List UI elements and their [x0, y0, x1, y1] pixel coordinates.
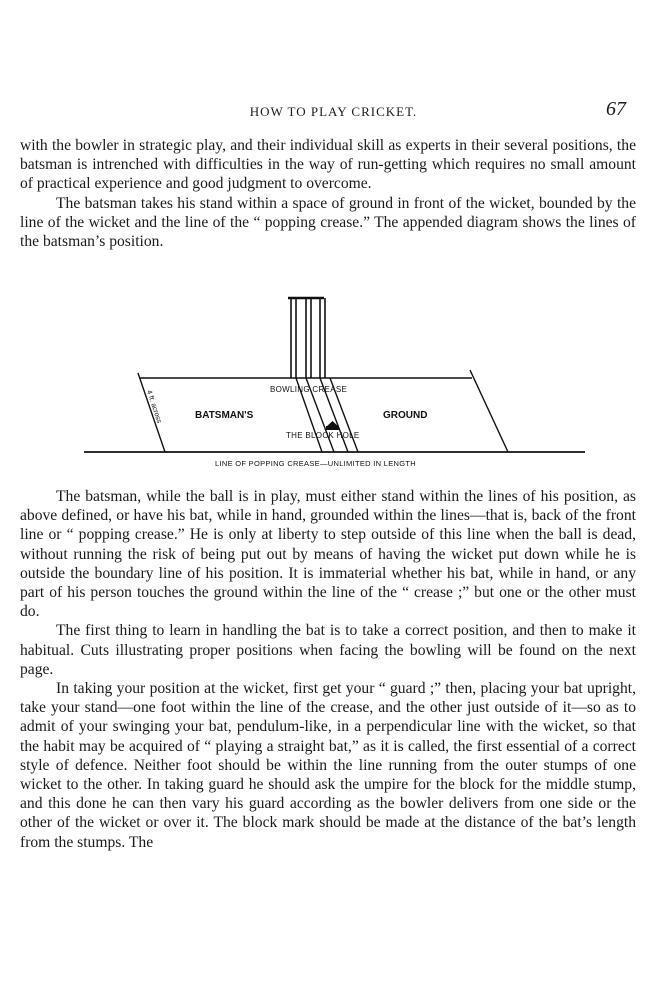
text-block-top: [20, 136, 636, 251]
batting-crease-diagram: [0, 290, 667, 480]
page-number: 67: [606, 98, 626, 120]
running-header: HOW TO PLAY CRICKET.: [249, 104, 418, 119]
batsmans-label: BATSMAN'S: [195, 410, 254, 421]
paragraph: The first thing to learn in handling the bat is to take a correct position, and then to make it habitual. Cuts illustrating proper positions when facing the bowling will be found on the next page.: [20, 622, 636, 678]
paragraph: The batsman takes his stand within a space of ground in front of the wicket, bounded by the line of the wicket and the line of the “ popping crease.” The appended diagram shows the lines of the batsman’s position.: [20, 194, 636, 251]
popping-crease-label: LINE OF POPPING CREASE—UNLIMITED IN LENGTH: [215, 459, 416, 468]
block-hole-label: THE BLOCK HOLE: [286, 431, 360, 440]
ground-label: GROUND: [383, 410, 428, 421]
bowling-crease-label: BOWLING CREASE: [270, 385, 348, 394]
text-block-bottom: [20, 487, 636, 852]
wicket-stumps: [288, 298, 325, 378]
paragraph: with the bowler in strategic play, and their individual skill as experts in their several positions, the batsman is intrenched with difficulties in the way of run-getting which requires no small amount of practical experience and good judgment to overcome.: [20, 137, 636, 193]
paragraph: The batsman, while the ball is in play, must either stand within the lines of his position, as above defined, or have his bat, while in hand, grounded within the lines—that is, back of the front line or “ popping crease.” He is only at liberty to step outside of this line when the ball is dead, without running the risk of being put out by means of having the wicket put down while he is outside the boundary line of his position. It is immaterial whether his bat, while in hand, or any part of his person touches the ground within the line of the “ crease ;” but one or the other must do.: [20, 488, 636, 621]
side-width-label: 4 ft. across: [145, 389, 163, 425]
paragraph: In taking your position at the wicket, first get your “ guard ;” then, placing your bat upright, take your stand—one foot within the line of the crease, and the other just outside of it—so as to admit of your swinging your bat, pendulum-like, in a perpendicular line with the wicket, so that the habit may be acquired of “ playing a straight bat,” as it is called, the first essential of a correct style of defence. Neither foot should be within the line running from the outer stumps of one wicket to the other. In taking guard he should ask the umpire for the block for the middle stump, and this done he can then vary his guard according as the bowler delivers from one side or the other of the wicket or over it. The block mark should be made at the distance of the bat’s length from the stumps. The: [20, 680, 636, 851]
